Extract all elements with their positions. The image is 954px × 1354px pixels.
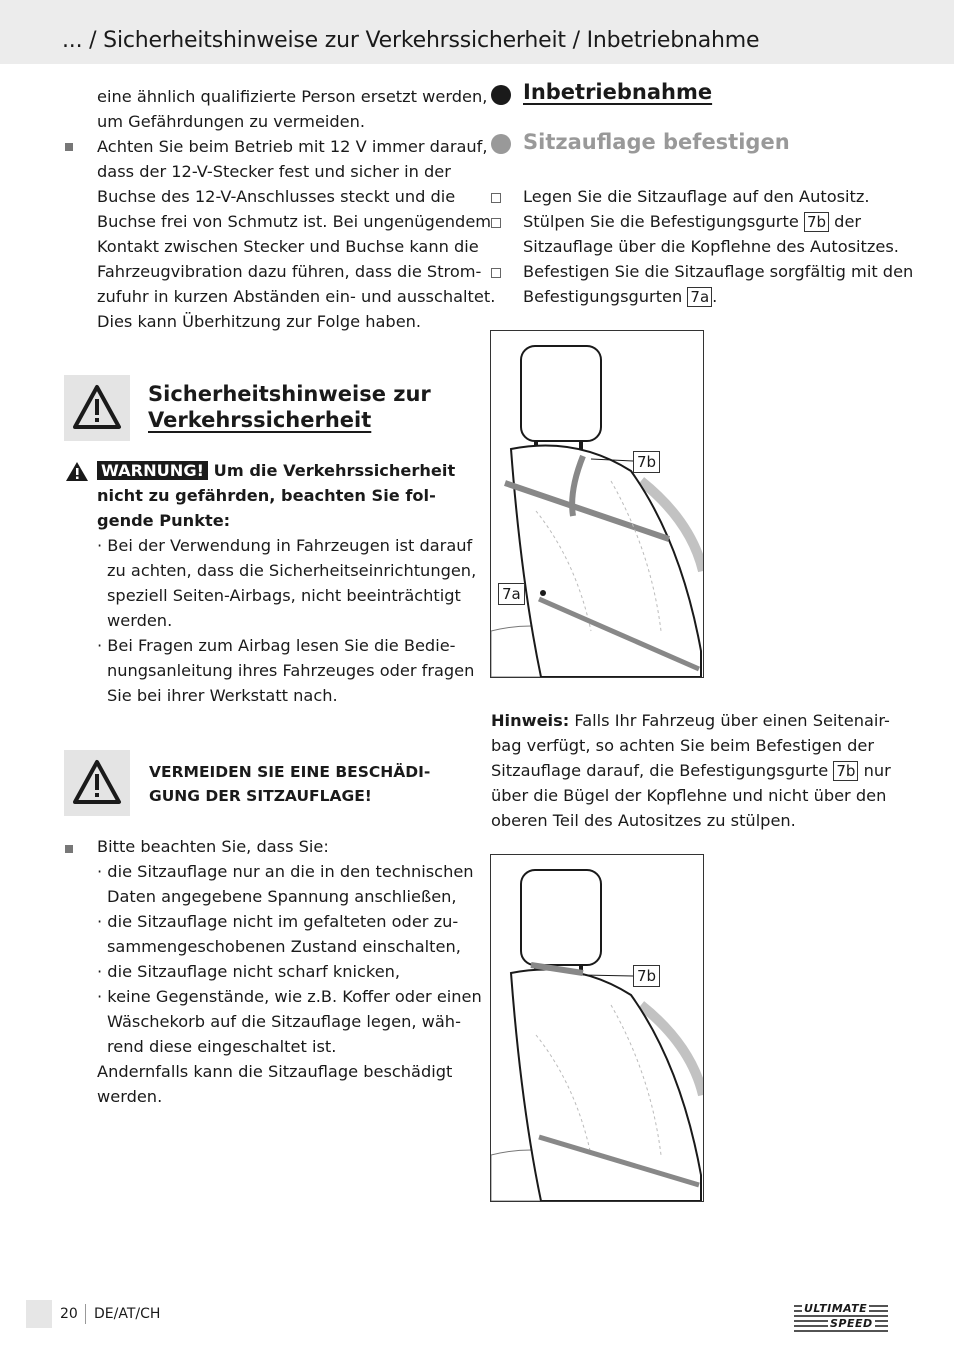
- heading-inbetriebnahme: Inbetriebnahme: [523, 80, 713, 104]
- logo-word-1: ULTIMATE: [804, 1302, 868, 1315]
- list-item: speziell Seiten-Airbags, nicht beeinträchtigt: [107, 586, 461, 605]
- list-item: Sie bei ihrer Werkstatt nach.: [107, 686, 338, 705]
- page-number: 20: [60, 1306, 78, 1322]
- text-line: Buchse des 12-V-Anschlusses steckt und die: [97, 187, 456, 206]
- step-text: Legen Sie die Sitzauflage auf den Autositz.: [523, 187, 870, 206]
- list-item: · Bei Fragen zum Airbag lesen Sie die Bedie-: [97, 636, 456, 655]
- note-label: Hinweis:: [491, 711, 570, 730]
- seat-illustration-2: [490, 854, 704, 1202]
- list-item: rend diese eingeschaltet ist.: [107, 1037, 337, 1056]
- text-span: Sitzauflage darauf, die Befestigungsgurte: [491, 761, 829, 780]
- text-line: zufuhr in kurzen Abständen ein- und ausschaltet.: [97, 287, 496, 306]
- text-line: gende Punkte:: [97, 511, 231, 530]
- list-item: · die Sitzauflage nicht im gefalteten oder zu-: [97, 912, 459, 931]
- footer-language: DE/AT/CH: [94, 1306, 161, 1322]
- ultimate-speed-logo: [792, 1302, 892, 1334]
- text-line: GUNG DER SITZAUFLAGE!: [149, 787, 372, 805]
- seat-illustration-1: [490, 330, 704, 678]
- text-line: Kontakt zwischen Stecker und Buchse kann die: [97, 237, 479, 256]
- logo-word-2: SPEED: [830, 1317, 873, 1330]
- warning-triangle-icon: [64, 750, 130, 816]
- list-item: · keine Gegenstände, wie z.B. Koffer oder einen: [97, 987, 482, 1006]
- step-text: Befestigen Sie die Sitzauflage sorgfältig mit den: [523, 262, 914, 281]
- step-text: [523, 209, 913, 234]
- reference-box: 7b: [833, 761, 858, 781]
- caution-box: [64, 750, 130, 816]
- text-line: bag verfügt, so achten Sie beim Befestigen der: [491, 736, 875, 755]
- list-item: zu achten, dass die Sicherheitseinrichtungen,: [107, 561, 477, 580]
- section-title: [148, 381, 431, 433]
- list-item: Wäschekorb auf die Sitzauflage legen, wäh-: [107, 1012, 461, 1031]
- reference-box: 7b: [804, 212, 829, 232]
- step-checkbox-icon: [491, 193, 501, 203]
- bullet-paragraph: [97, 134, 495, 334]
- text-span: Stülpen Sie die Befestigungsgurte: [523, 212, 799, 231]
- text-line: Dies kann Überhitzung zur Folge haben.: [97, 312, 422, 331]
- text-line: Achten Sie beim Betrieb mit 12 V immer darauf,: [97, 137, 488, 156]
- step-checkbox-icon: [491, 268, 501, 278]
- intro-text: [97, 84, 487, 134]
- label-7b: 7b: [633, 965, 660, 987]
- text-span: nur: [863, 761, 891, 780]
- heading-dot-icon: [491, 134, 511, 154]
- bullet-square-icon: [65, 845, 73, 853]
- text-line: Um die Verkehrssicherheit: [213, 461, 456, 480]
- warning-triangle-icon: [64, 375, 130, 441]
- text-line: eine ähnlich qualifizierte Person ersetzt werden,: [97, 87, 488, 106]
- text-span: Falls Ihr Fahrzeug über einen Seitenair-: [574, 711, 890, 730]
- caution-text: [149, 760, 430, 808]
- label-7b: 7b: [633, 451, 660, 473]
- text-line: Verkehrssicherheit: [148, 408, 372, 432]
- warning-box: [64, 375, 130, 441]
- text-line: werden.: [97, 1087, 163, 1106]
- list-item: · die Sitzauflage nur an die in den technischen: [97, 862, 474, 881]
- text-span: .: [712, 287, 718, 306]
- warning-paragraph: [97, 458, 455, 533]
- bullet-square-icon: [65, 143, 73, 151]
- step-checkbox-icon: [491, 218, 501, 228]
- text-line: Sicherheitshinweise zur: [148, 382, 431, 406]
- text-line: dass der 12-V-Stecker fest und sicher in der: [97, 162, 451, 181]
- list-item: · Bei der Verwendung in Fahrzeugen ist darauf: [97, 536, 473, 555]
- footer-tab: [26, 1300, 52, 1328]
- warning-small-icon: [65, 460, 89, 482]
- text-line: Fahrzeugvibration dazu führen, dass die Strom-: [97, 262, 482, 281]
- text-line: Buchse frei von Schmutz ist. Bei ungenügendem: [97, 212, 492, 231]
- page-header: [0, 0, 954, 64]
- text-line: über die Bügel der Kopflehne und nicht über den: [491, 786, 887, 805]
- list-item: werden.: [107, 611, 173, 630]
- list-item: · die Sitzauflage nicht scharf knicken,: [97, 962, 401, 981]
- text-line: Andernfalls kann die Sitzauflage beschädigt: [97, 1062, 453, 1081]
- list-item: sammengeschobenen Zustand einschalten,: [107, 937, 461, 956]
- text-line: nicht zu gefährden, beachten Sie fol-: [97, 486, 436, 505]
- bullet-paragraph: [97, 834, 482, 1109]
- text-span: Befestigungsgurten: [523, 287, 683, 306]
- seat-drawing: [491, 855, 703, 1201]
- text-line: oberen Teil des Autositzes zu stülpen.: [491, 811, 796, 830]
- list-item: Daten angegebene Spannung anschließen,: [107, 887, 457, 906]
- heading-sitzauflage: Sitzauflage befestigen: [523, 130, 790, 154]
- text-line: VERMEIDEN SIE EINE BESCHÄDI-: [149, 763, 431, 781]
- text-line: Bitte beachten Sie, dass Sie:: [97, 837, 329, 856]
- warning-label: WARNUNG!: [97, 461, 208, 480]
- label-7a: 7a: [498, 583, 525, 605]
- reference-box: 7a: [687, 287, 712, 307]
- page-title: ... / Sicherheitshinweise zur Verkehrssicherheit / Inbetriebnahme: [62, 28, 760, 53]
- list-item: nungsanleitung ihres Fahrzeuges oder fragen: [107, 661, 475, 680]
- steps-list: [523, 184, 913, 309]
- warning-items: [97, 533, 476, 708]
- note-paragraph: [491, 708, 891, 833]
- step-text: Sitzauflage über die Kopflehne des Autositzes.: [523, 237, 899, 256]
- text-line: um Gefährdungen zu vermeiden.: [97, 112, 366, 131]
- seat-drawing: [491, 331, 703, 677]
- text-span: der: [834, 212, 862, 231]
- step-text: [523, 284, 913, 309]
- footer-divider: [85, 1304, 86, 1324]
- heading-dot-icon: [491, 85, 511, 105]
